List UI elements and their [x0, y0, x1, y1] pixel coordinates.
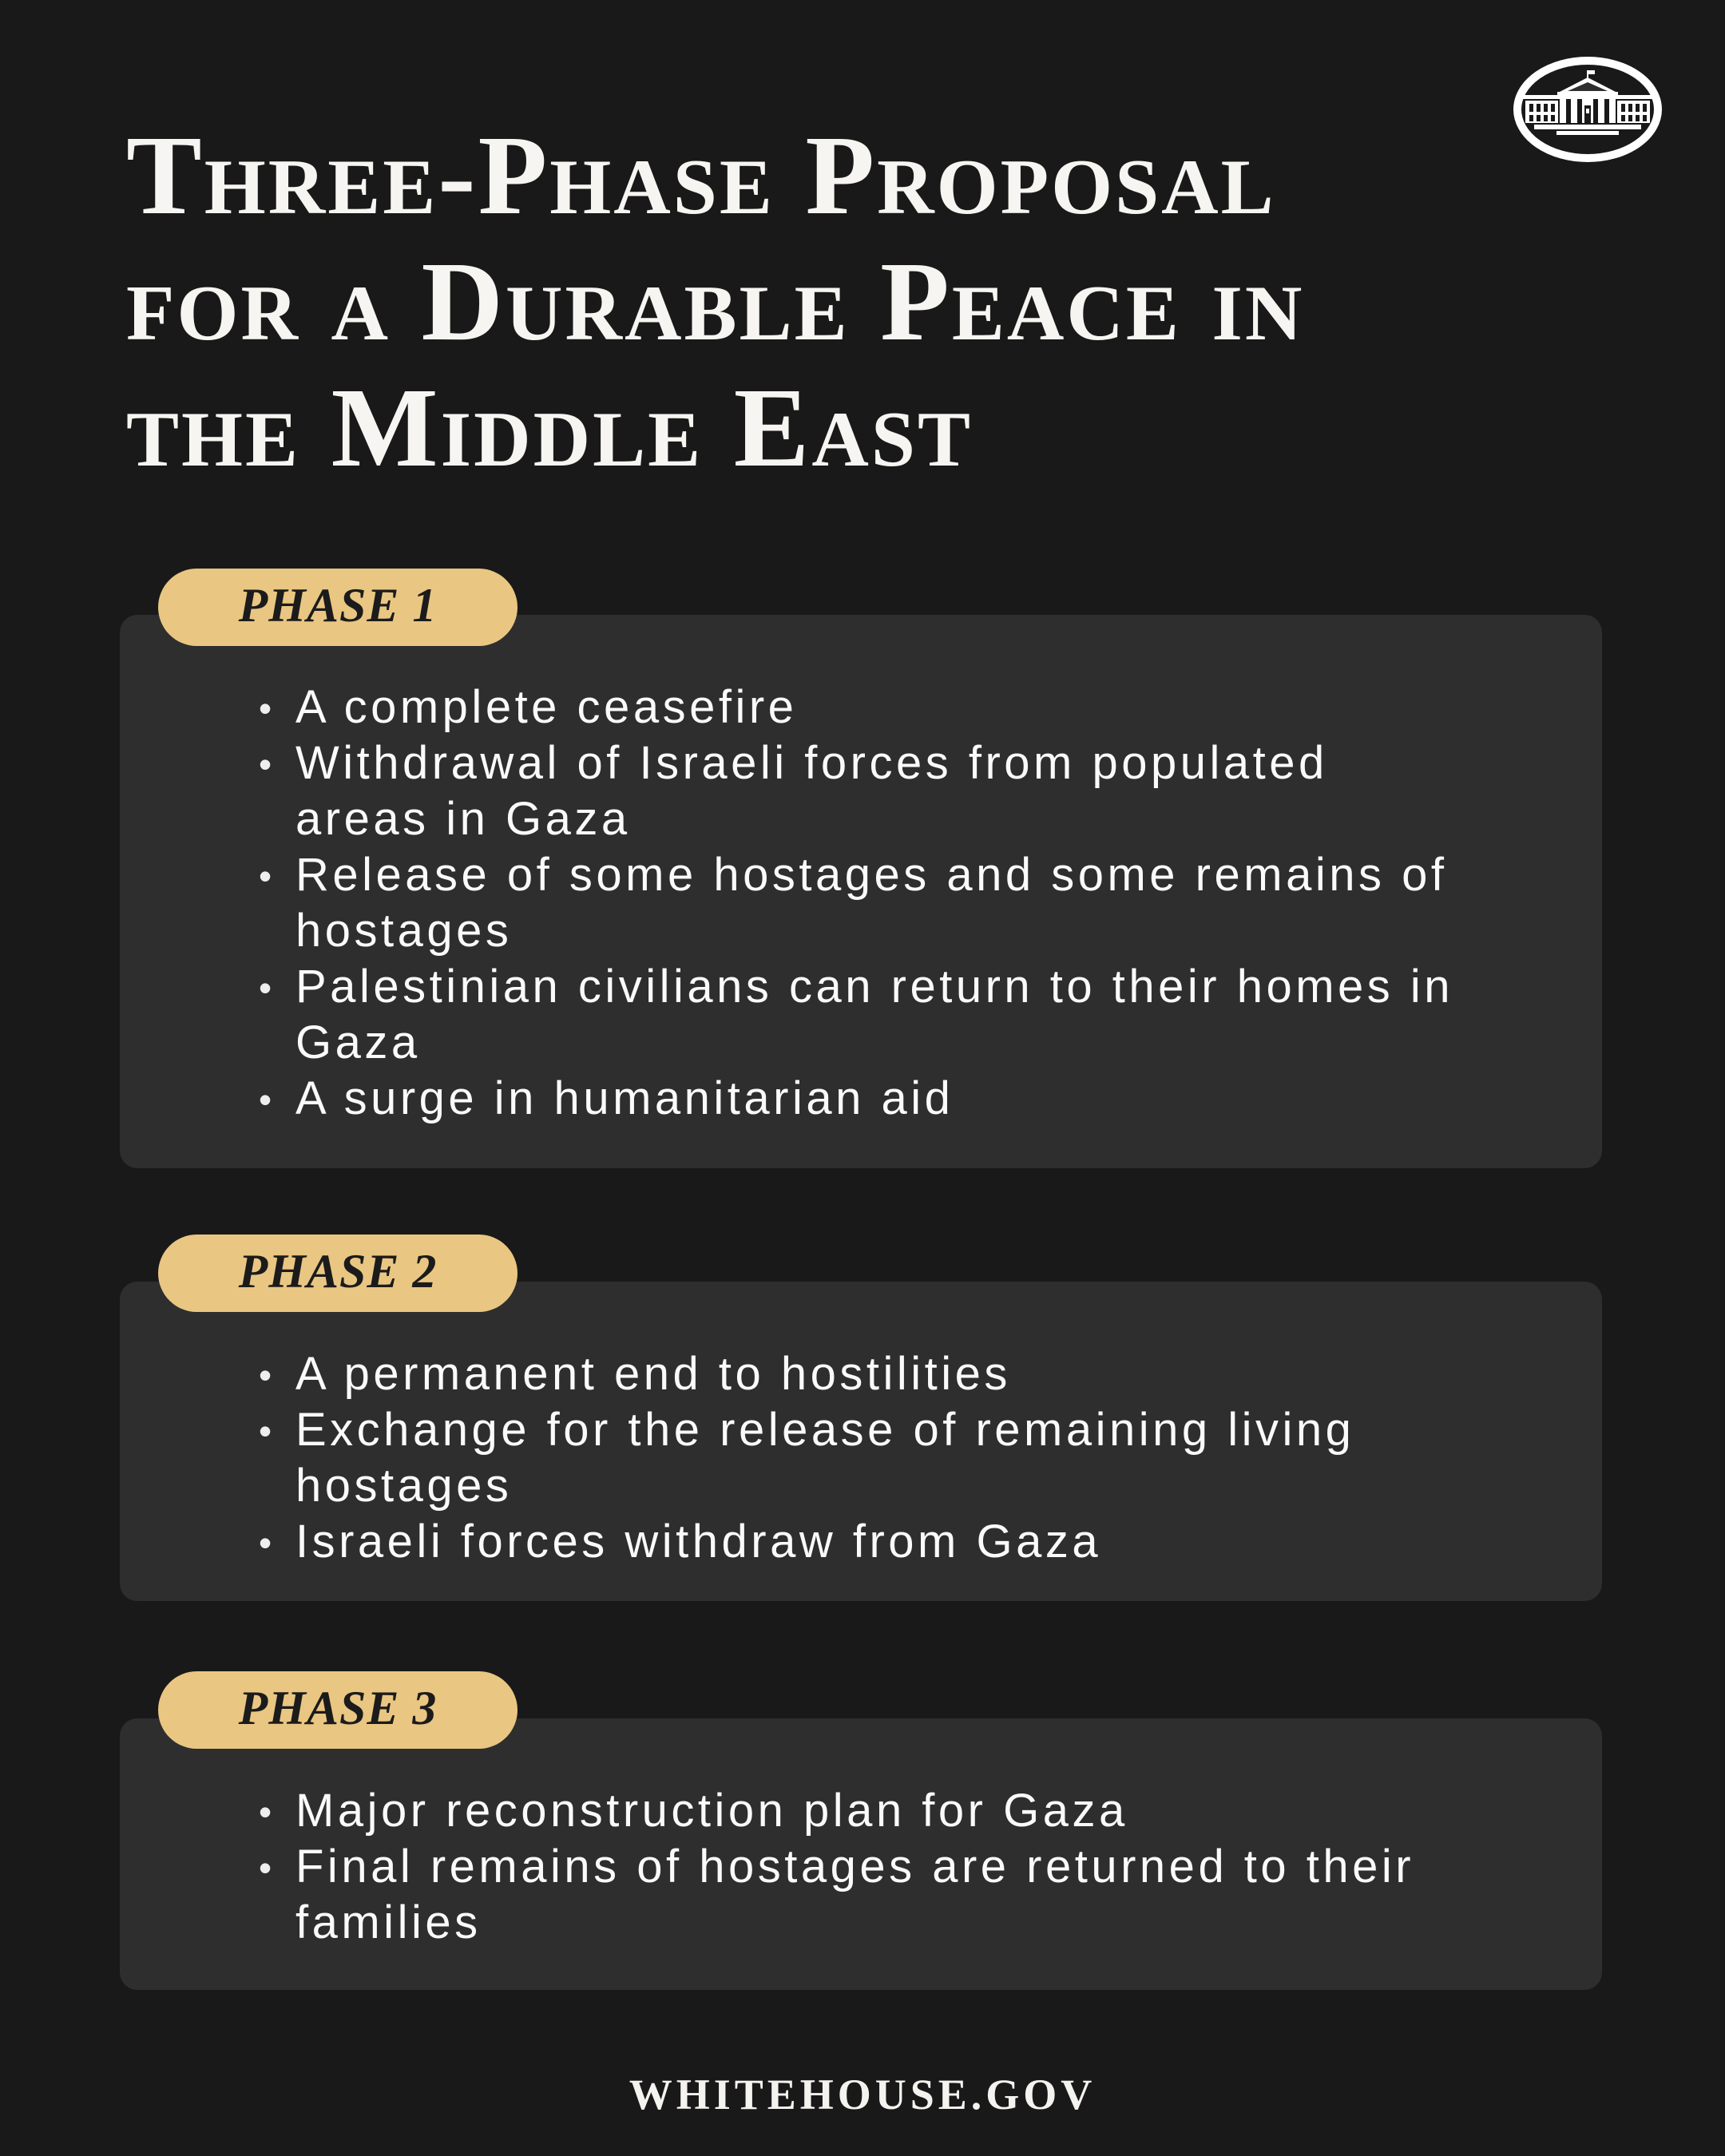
white-house-icon [1512, 56, 1664, 163]
phase-3-card [120, 1718, 1602, 1990]
list-item: • Palestinian civilians can return to their homes in Gaza [257, 959, 1469, 1071]
phase-1-card [120, 615, 1602, 1168]
title-line: Three-Phase Proposal [126, 112, 1276, 238]
phase-2-label: PHASE 2 [238, 1245, 438, 1298]
list-item: • A complete ceasefire [257, 680, 1469, 735]
phase-2-card [120, 1282, 1602, 1601]
white-house-logo [1512, 56, 1664, 163]
phase-3-label: PHASE 3 [238, 1682, 438, 1734]
phase-3-list [120, 1718, 1602, 1951]
list-item: • Release of some hostages and some remains of hostages [257, 847, 1469, 959]
list-item: • Major reconstruction plan for Gaza [257, 1783, 1469, 1839]
title-line: the Middle East [126, 364, 973, 490]
list-item: • Withdrawal of Israeli forces from populated areas in Gaza [257, 735, 1469, 847]
list-item: • Exchange for the release of remaining living hostages [257, 1402, 1469, 1514]
list-item: • Final remains of hostages are returned to their families [257, 1839, 1469, 1951]
phase-3-badge [158, 1671, 518, 1749]
page-title [126, 112, 1532, 490]
phase-1-label: PHASE 1 [238, 579, 438, 632]
list-item: • A surge in humanitarian aid [257, 1071, 1469, 1127]
phase-2-list [120, 1282, 1602, 1570]
phase-1-badge [158, 569, 518, 646]
list-item: • Israeli forces withdraw from Gaza [257, 1514, 1469, 1570]
phase-2-badge [158, 1235, 518, 1312]
list-item: • A permanent end to hostilities [257, 1346, 1469, 1402]
footer-url: WHITEHOUSE.GOV [629, 2071, 1096, 2118]
title-line: for a Durable Peace in [126, 238, 1305, 364]
phase-1-list [120, 615, 1602, 1127]
